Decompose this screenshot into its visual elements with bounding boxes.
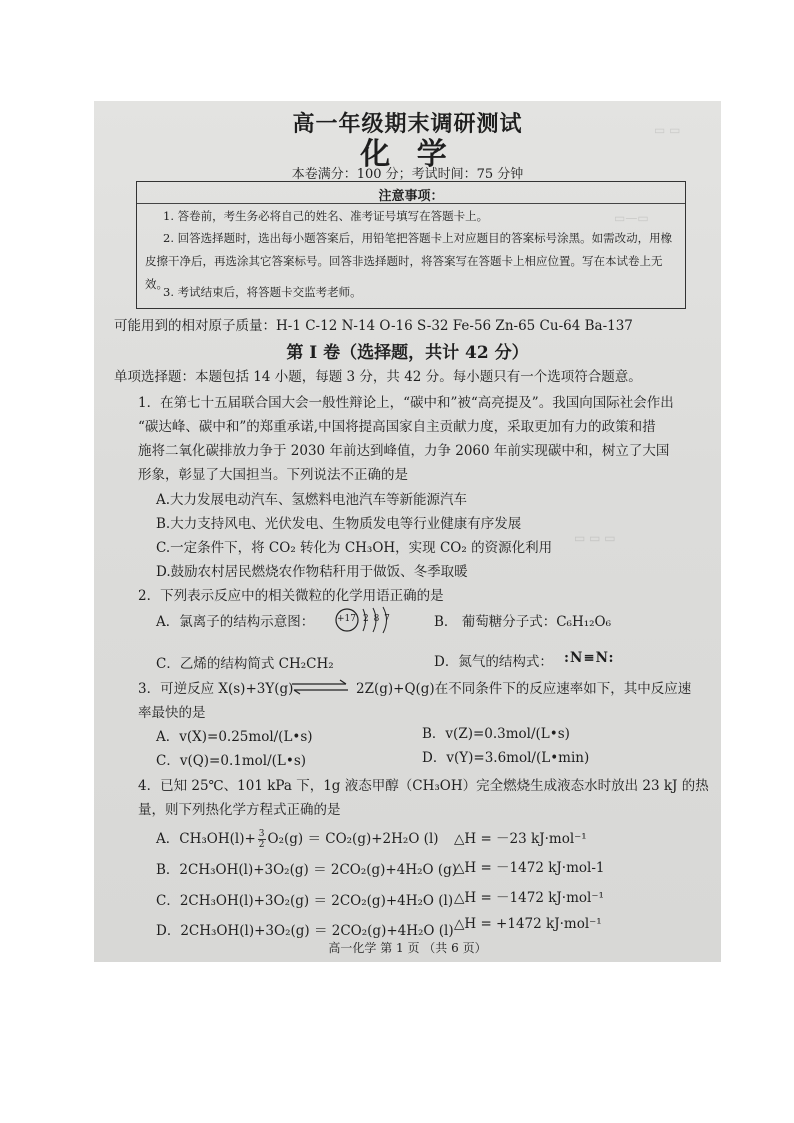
q2-option-d-label: D．氮气的结构式： — [434, 654, 553, 670]
q3-option-c: C．v(Q)=0.1mol/(L•s) — [156, 753, 307, 769]
notice-box — [136, 181, 686, 309]
atomic-masses: 可能用到的相对原子质量：H-1 C-12 N-14 O-16 S-32 Fe-56 Zn-65 Cu-64 Ba-137 — [114, 318, 633, 334]
notice-item-1: 1. 答卷前，考生务必将自己的姓名、准考证号填写在答题卡上。 — [163, 209, 489, 223]
q3-stem-part1: 3．可逆反应 X(s)+3Y(g) — [138, 681, 294, 697]
q3-stem-line2: 率最快的是 — [138, 705, 206, 721]
q4-option-b: B．2CH₃OH(l)+3O₂(g) ＝ 2CO₂(g)+4H₂O (g) — [156, 862, 458, 878]
q3-stem-part2: 2Z(g)+Q(g)在不同条件下的反应速率如下，其中反应速 — [356, 681, 692, 697]
notice-item-2: 2. 回答选择题时，选出每小题答案后，用铅笔把答题卡上对应题目的答案标号涂黑。如需改动，用橡皮擦干净后，再选涂其它答案标号。回答非选择题时，将答案写在答题卡上相应位置。写在本试卷上无效。 — [145, 231, 673, 291]
q4-option-d: D．2CH₃OH(l)+3O₂(g) ＝ 2CO₂(g)+4H₂O (l) — [156, 923, 454, 939]
q1-option-a: A.大力发展电动汽车、氢燃料电池汽车等新能源汽车 — [156, 492, 468, 508]
q4-option-c-enthalpy: △H = －1472 kJ·mol⁻¹ — [454, 890, 604, 906]
q4-option-a — [156, 827, 439, 850]
fraction-numerator: 3 — [258, 829, 265, 839]
bleed-through-mark: ▭ ▭ — [654, 123, 681, 137]
q4-a-equation-end: O₂(g) ＝ CO₂(g)+2H₂O (l) — [267, 831, 439, 847]
notice-item-3: 3. 考试结束后，将答题卡交监考老师。 — [163, 285, 362, 299]
bleed-through-mark: ▭ ▭ ▭ — [574, 531, 616, 545]
q3-option-b: B．v(Z)=0.3mol/(L•s) — [422, 726, 570, 742]
q4-option-c: C．2CH₃OH(l)+3O₂(g) ＝ 2CO₂(g)+4H₂O (l) — [156, 893, 454, 909]
q4-stem-line1: 4．已知 25℃、101 kPa 下，1g 液态甲醇（CH₃OH）完全燃烧生成液态水时放出 23 kJ 的热 — [138, 778, 709, 794]
q1-stem-line4: 形象，彰显了大国担当。下列说法不正确的是 — [138, 467, 408, 483]
reversible-arrow — [290, 679, 350, 699]
q1-option-d: D.鼓励农村居民燃烧农作物秸秆用于做饭、冬季取暖 — [156, 564, 468, 580]
q4-option-a-enthalpy: △H = －23 kJ·mol⁻¹ — [454, 831, 587, 847]
q4-option-b-enthalpy: △H = －1472 kJ·mol-1 — [454, 860, 605, 876]
q4-a-equation-start: A．CH₃OH(l)+ — [156, 831, 256, 847]
q2-option-a: A．氯离子的结构示意图： — [156, 614, 315, 630]
q2-option-b: B． 葡萄糖分子式：C₆H₁₂O₆ — [434, 614, 612, 630]
q3-option-d: D．v(Y)=3.6mol/(L•min) — [422, 750, 590, 766]
exam-meta: 本卷满分：100 分；考试时间：75 分钟 — [291, 167, 524, 182]
equilibrium-arrow-icon — [290, 679, 350, 695]
q3-option-a: A．v(X)=0.25mol/(L•s) — [156, 729, 313, 745]
section-title: 第 I 卷（选择题，共计 42 分） — [286, 343, 529, 363]
q2-option-c: C．乙烯的结构简式 CH₂CH₂ — [156, 656, 334, 672]
fraction-denominator: 2 — [258, 840, 265, 850]
exam-title: 高一年级期末调研测试 — [292, 111, 523, 137]
electron-shells: 2 8 7 — [363, 614, 391, 624]
q1-option-b: B.大力支持风电、光伏发电、生物质发电等行业健康有序发展 — [156, 516, 522, 532]
nucleus-charge: +17 — [337, 614, 356, 624]
page-footer: 高一化学 第 1 页 （共 6 页） — [328, 941, 487, 955]
chloride-ion-diagram — [333, 603, 405, 641]
q2-stem: 2．下列表示反应中的相关微粒的化学用语正确的是 — [138, 588, 444, 604]
q2-option-d-formula: :N≡N: — [564, 650, 615, 666]
notice-heading: 注意事项： — [378, 189, 444, 204]
q1-stem-line1: 1．在第七十五届联合国大会一般性辩论上，“碳中和”被“高亮提及”。我国向国际社会作出 — [138, 395, 674, 411]
fraction — [258, 829, 266, 850]
q1-stem-line3: 施将二氧化碳排放力争于 2030 年前达到峰值，力争 2060 年前实现碳中和，树立了大国 — [138, 443, 670, 459]
q1-stem-line2: “碳达峰、碳中和”的郑重承诺,中国将提高国家自主贡献力度，采取更加有力的政策和措 — [138, 419, 656, 435]
bleed-through-mark: ▭—▭ — [614, 211, 649, 225]
subject-title: 化 学 — [360, 137, 455, 172]
q1-option-c: C.一定条件下，将 CO₂ 转化为 CH₃OH，实现 CO₂ 的资源化利用 — [156, 540, 553, 556]
exam-page — [94, 101, 721, 962]
q4-stem-line2: 量，则下列热化学方程式正确的是 — [138, 802, 341, 818]
q4-option-d-enthalpy: △H = +1472 kJ·mol⁻¹ — [454, 916, 602, 932]
section-instruction: 单项选择题：本题包括 14 小题，每题 3 分，共 42 分。每小题只有一个选项符合题意。 — [114, 369, 642, 385]
notice-divider — [137, 203, 685, 204]
